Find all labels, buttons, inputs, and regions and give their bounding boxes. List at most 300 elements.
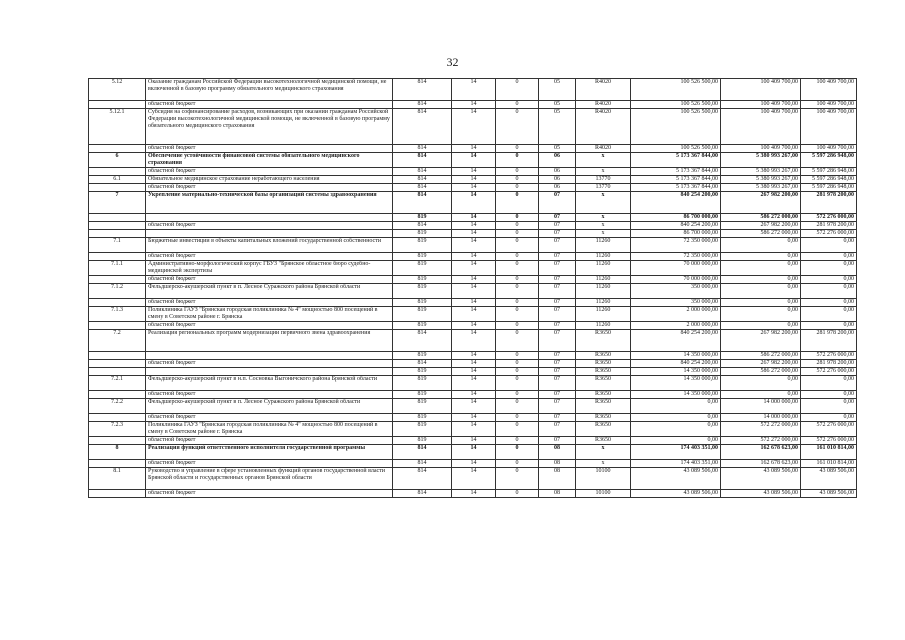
code-event: 06 [539, 153, 576, 168]
table-row [89, 490, 857, 498]
table-row [89, 391, 857, 399]
row-number: 7.1.1 [89, 261, 146, 276]
item-name: Субсидия на софинансирование расходов, возникающих при оказании гражданам Российской Федерации высокотехнологичной медицинской помощи, не включенной в базовую программу обязательного медицинского страхования [146, 109, 393, 145]
item-name: Руководство и управление в сфере установленных функций органов государственной власти Брянской области и государственных органов Брянской области [146, 468, 393, 490]
code-program: 14 [452, 222, 496, 230]
table-row [89, 253, 857, 261]
amount-year-2: 162 678 623,00 [721, 445, 801, 460]
code-ministry: 819 [393, 414, 452, 422]
amount-year-1: 2 000 000,00 [631, 322, 721, 330]
code-event: 07 [539, 307, 576, 322]
code-subprogram: 0 [496, 422, 539, 437]
amount-year-1: 100 526 500,00 [631, 109, 721, 145]
code-program: 14 [452, 299, 496, 307]
amount-year-2: 162 678 623,00 [721, 460, 801, 468]
code-program: 14 [452, 322, 496, 330]
amount-year-1: 174 403 351,00 [631, 460, 721, 468]
code-program: 14 [452, 145, 496, 153]
code-ministry: 819 [393, 261, 452, 276]
amount-year-1: 5 173 367 844,00 [631, 176, 721, 184]
code-ministry: 819 [393, 307, 452, 322]
code-event: 07 [539, 322, 576, 330]
code-ministry: 819 [393, 376, 452, 391]
code-direction: 11260 [576, 253, 631, 261]
code-event: 05 [539, 79, 576, 101]
code-program: 14 [452, 79, 496, 101]
row-number: 6.1 [89, 176, 146, 184]
code-subprogram: 0 [496, 192, 539, 214]
table-row [89, 330, 857, 352]
amount-year-3: 0,00 [801, 376, 857, 391]
code-event: 08 [539, 445, 576, 460]
amount-year-2: 267 982 200,00 [721, 222, 801, 230]
amount-year-1: 840 254 200,00 [631, 330, 721, 352]
code-event: 08 [539, 460, 576, 468]
amount-year-1: 100 526 500,00 [631, 101, 721, 109]
amount-year-2: 572 272 000,00 [721, 437, 801, 445]
amount-year-3: 572 276 000,00 [801, 352, 857, 360]
code-program: 14 [452, 168, 496, 176]
amount-year-3: 43 089 506,00 [801, 490, 857, 498]
item-name: Укрепление материально-технической базы организаций системы здравоохранения [146, 192, 393, 214]
code-event: 07 [539, 399, 576, 414]
code-program: 14 [452, 422, 496, 437]
table-row [89, 184, 857, 192]
code-event: 05 [539, 145, 576, 153]
code-program: 14 [452, 391, 496, 399]
page-number: 32 [446, 55, 459, 69]
code-program: 14 [452, 307, 496, 322]
code-event: 07 [539, 230, 576, 238]
table-row [89, 360, 857, 368]
code-program: 14 [452, 490, 496, 498]
code-subprogram: 0 [496, 352, 539, 360]
amount-year-3: 281 978 200,00 [801, 330, 857, 352]
code-program: 14 [452, 192, 496, 214]
code-direction: x [576, 222, 631, 230]
amount-year-3: 5 597 286 948,00 [801, 176, 857, 184]
table-row [89, 352, 857, 360]
amount-year-1: 840 254 200,00 [631, 222, 721, 230]
row-number [89, 276, 146, 284]
code-program: 14 [452, 368, 496, 376]
item-name: Реализация региональных программ модернизации первичного звена здравоохранения [146, 330, 393, 352]
code-ministry: 814 [393, 168, 452, 176]
table-row [89, 307, 857, 322]
code-event: 06 [539, 168, 576, 176]
row-number [89, 299, 146, 307]
code-event: 07 [539, 261, 576, 276]
row-number [89, 368, 146, 376]
table-row [89, 445, 857, 460]
row-number: 5.12 [89, 79, 146, 101]
item-name: областной бюджет [146, 437, 393, 445]
amount-year-3: 572 276 000,00 [801, 422, 857, 437]
code-direction: R4020 [576, 101, 631, 109]
code-program: 14 [452, 376, 496, 391]
amount-year-3: 0,00 [801, 299, 857, 307]
code-subprogram: 0 [496, 109, 539, 145]
amount-year-2: 0,00 [721, 299, 801, 307]
code-program: 14 [452, 330, 496, 352]
code-subprogram: 0 [496, 284, 539, 299]
amount-year-1: 0,00 [631, 422, 721, 437]
code-ministry: 819 [393, 276, 452, 284]
item-name [146, 214, 393, 222]
amount-year-3: 100 409 700,00 [801, 79, 857, 101]
amount-year-3: 572 276 000,00 [801, 437, 857, 445]
code-ministry: 819 [393, 214, 452, 222]
amount-year-1: 14 350 000,00 [631, 368, 721, 376]
item-name: Бюджетные инвестиции в объекты капитальных вложений государственной собственности [146, 238, 393, 253]
table-row [89, 261, 857, 276]
code-event: 07 [539, 360, 576, 368]
code-program: 14 [452, 460, 496, 468]
code-subprogram: 0 [496, 145, 539, 153]
row-number [89, 460, 146, 468]
code-event: 07 [539, 284, 576, 299]
code-direction: x [576, 192, 631, 214]
code-subprogram: 0 [496, 360, 539, 368]
item-name: Обязательное медицинское страхование неработающего населения [146, 176, 393, 184]
code-direction: 11260 [576, 299, 631, 307]
code-direction: R3650 [576, 376, 631, 391]
amount-year-2: 586 272 000,00 [721, 352, 801, 360]
item-name [146, 368, 393, 376]
item-name: Фельдшерско-акушерский пункт в п. Лесное Суражского района Брянской области [146, 284, 393, 299]
code-ministry: 819 [393, 230, 452, 238]
amount-year-1: 14 350 000,00 [631, 391, 721, 399]
code-ministry: 814 [393, 101, 452, 109]
row-number [89, 437, 146, 445]
code-ministry: 819 [393, 391, 452, 399]
code-event: 07 [539, 253, 576, 261]
amount-year-3: 0,00 [801, 391, 857, 399]
amount-year-1: 100 526 500,00 [631, 79, 721, 101]
row-number [89, 360, 146, 368]
code-ministry: 819 [393, 368, 452, 376]
amount-year-1: 2 000 000,00 [631, 307, 721, 322]
code-ministry: 814 [393, 330, 452, 352]
item-name: областной бюджет [146, 222, 393, 230]
amount-year-3: 0,00 [801, 253, 857, 261]
amount-year-1: 86 700 000,00 [631, 214, 721, 222]
code-event: 06 [539, 184, 576, 192]
item-name: Оказание гражданам Российской Федерации высокотехнологичной медицинской помощи, не включенной в базовую программу обязательного медицинского страхования [146, 79, 393, 101]
amount-year-3: 0,00 [801, 261, 857, 276]
table-row [89, 284, 857, 299]
row-number [89, 253, 146, 261]
amount-year-3: 0,00 [801, 322, 857, 330]
code-subprogram: 0 [496, 330, 539, 352]
code-direction: R4020 [576, 145, 631, 153]
table-row [89, 468, 857, 490]
row-number: 7.1.3 [89, 307, 146, 322]
code-event: 07 [539, 414, 576, 422]
row-number [89, 490, 146, 498]
code-subprogram: 0 [496, 307, 539, 322]
code-event: 08 [539, 490, 576, 498]
table-row [89, 437, 857, 445]
code-subprogram: 0 [496, 214, 539, 222]
code-event: 06 [539, 176, 576, 184]
code-ministry: 814 [393, 192, 452, 214]
code-ministry: 814 [393, 184, 452, 192]
amount-year-2: 0,00 [721, 261, 801, 276]
code-direction: 11260 [576, 238, 631, 253]
item-name: областной бюджет [146, 276, 393, 284]
item-name: областной бюджет [146, 168, 393, 176]
item-name: Фельдшерско-акушерский пункт в н.п. Сосновка Выгоничского района Брянской области [146, 376, 393, 391]
code-direction: 11260 [576, 284, 631, 299]
code-subprogram: 0 [496, 222, 539, 230]
amount-year-3: 100 409 700,00 [801, 101, 857, 109]
item-name: областной бюджет [146, 322, 393, 330]
row-number: 7.1.2 [89, 284, 146, 299]
code-event: 07 [539, 368, 576, 376]
code-program: 14 [452, 468, 496, 490]
amount-year-2: 0,00 [721, 391, 801, 399]
code-subprogram: 0 [496, 460, 539, 468]
amount-year-1: 0,00 [631, 437, 721, 445]
amount-year-3: 281 978 200,00 [801, 192, 857, 214]
amount-year-2: 5 380 993 267,00 [721, 153, 801, 168]
item-name: областной бюджет [146, 299, 393, 307]
amount-year-2: 0,00 [721, 253, 801, 261]
code-ministry: 814 [393, 460, 452, 468]
item-name [146, 230, 393, 238]
amount-year-2: 586 272 000,00 [721, 230, 801, 238]
code-ministry: 814 [393, 79, 452, 101]
amount-year-2: 5 380 993 267,00 [721, 176, 801, 184]
code-ministry: 814 [393, 153, 452, 168]
amount-year-2: 100 409 700,00 [721, 109, 801, 145]
item-name: областной бюджет [146, 101, 393, 109]
amount-year-1: 86 700 000,00 [631, 230, 721, 238]
table-row [89, 322, 857, 330]
row-number [89, 222, 146, 230]
code-direction: 10100 [576, 490, 631, 498]
code-event: 07 [539, 214, 576, 222]
code-program: 14 [452, 253, 496, 261]
code-event: 05 [539, 109, 576, 145]
code-event: 07 [539, 299, 576, 307]
table-row [89, 460, 857, 468]
table-row [89, 214, 857, 222]
amount-year-2: 0,00 [721, 284, 801, 299]
amount-year-1: 5 173 367 844,00 [631, 153, 721, 168]
code-ministry: 814 [393, 468, 452, 490]
code-ministry: 819 [393, 238, 452, 253]
item-name: Административно-морфологический корпус ГБУЗ "Брянское областное бюро судебно-медицинской экспертизы [146, 261, 393, 276]
code-program: 14 [452, 399, 496, 414]
row-number [89, 352, 146, 360]
amount-year-1: 72 350 000,00 [631, 238, 721, 253]
code-event: 07 [539, 437, 576, 445]
amount-year-3: 572 276 000,00 [801, 214, 857, 222]
code-subprogram: 0 [496, 184, 539, 192]
code-program: 14 [452, 276, 496, 284]
amount-year-1: 840 254 200,00 [631, 192, 721, 214]
code-direction: R3650 [576, 437, 631, 445]
code-event: 07 [539, 192, 576, 214]
code-program: 14 [452, 176, 496, 184]
code-direction: 11260 [576, 261, 631, 276]
code-direction: R3650 [576, 360, 631, 368]
amount-year-1: 14 350 000,00 [631, 376, 721, 391]
item-name: областной бюджет [146, 490, 393, 498]
code-event: 07 [539, 276, 576, 284]
code-subprogram: 0 [496, 168, 539, 176]
code-direction: x [576, 153, 631, 168]
amount-year-2: 267 982 200,00 [721, 330, 801, 352]
item-name: областной бюджет [146, 414, 393, 422]
table-row [89, 414, 857, 422]
code-direction: R3650 [576, 368, 631, 376]
table-row [89, 79, 857, 101]
table-row [89, 101, 857, 109]
amount-year-2: 0,00 [721, 238, 801, 253]
code-program: 14 [452, 284, 496, 299]
amount-year-1: 72 350 000,00 [631, 253, 721, 261]
amount-year-1: 100 526 500,00 [631, 145, 721, 153]
row-number: 7.2 [89, 330, 146, 352]
code-subprogram: 0 [496, 253, 539, 261]
code-direction: R3650 [576, 330, 631, 352]
amount-year-2: 267 982 200,00 [721, 360, 801, 368]
code-direction: 11260 [576, 322, 631, 330]
item-name: областной бюджет [146, 184, 393, 192]
code-direction: R3650 [576, 399, 631, 414]
amount-year-1: 350 000,00 [631, 284, 721, 299]
code-subprogram: 0 [496, 490, 539, 498]
code-ministry: 819 [393, 352, 452, 360]
amount-year-1: 43 089 506,00 [631, 468, 721, 490]
amount-year-2: 43 089 506,00 [721, 468, 801, 490]
table-row [89, 230, 857, 238]
table-row [89, 109, 857, 145]
code-direction: R3650 [576, 422, 631, 437]
code-program: 14 [452, 445, 496, 460]
amount-year-3: 281 978 200,00 [801, 222, 857, 230]
row-number: 7.1 [89, 238, 146, 253]
amount-year-1: 14 350 000,00 [631, 352, 721, 360]
table-row [89, 376, 857, 391]
amount-year-1: 840 254 200,00 [631, 360, 721, 368]
item-name: областной бюджет [146, 391, 393, 399]
row-number: 7.2.1 [89, 376, 146, 391]
row-number: 7 [89, 192, 146, 214]
code-direction: x [576, 445, 631, 460]
amount-year-3: 572 276 000,00 [801, 230, 857, 238]
amount-year-1: 0,00 [631, 414, 721, 422]
amount-year-1: 350 000,00 [631, 299, 721, 307]
amount-year-3: 5 597 286 948,00 [801, 153, 857, 168]
code-ministry: 819 [393, 284, 452, 299]
row-number [89, 101, 146, 109]
code-event: 07 [539, 391, 576, 399]
code-program: 14 [452, 109, 496, 145]
code-subprogram: 0 [496, 238, 539, 253]
code-ministry: 814 [393, 360, 452, 368]
code-program: 14 [452, 437, 496, 445]
code-direction: x [576, 460, 631, 468]
code-direction: x [576, 230, 631, 238]
row-number [89, 391, 146, 399]
table-row [89, 399, 857, 414]
amount-year-2: 5 380 993 267,00 [721, 184, 801, 192]
code-program: 14 [452, 184, 496, 192]
code-direction: 10100 [576, 468, 631, 490]
code-ministry: 814 [393, 222, 452, 230]
code-ministry: 819 [393, 422, 452, 437]
row-number [89, 145, 146, 153]
table-row [89, 176, 857, 184]
row-number [89, 214, 146, 222]
row-number [89, 230, 146, 238]
code-subprogram: 0 [496, 79, 539, 101]
amount-year-2: 100 409 700,00 [721, 145, 801, 153]
amount-year-2: 0,00 [721, 307, 801, 322]
code-subprogram: 0 [496, 299, 539, 307]
code-event: 07 [539, 352, 576, 360]
code-subprogram: 0 [496, 176, 539, 184]
amount-year-2: 0,00 [721, 322, 801, 330]
code-direction: x [576, 168, 631, 176]
code-program: 14 [452, 153, 496, 168]
code-ministry: 819 [393, 299, 452, 307]
code-direction: 11260 [576, 307, 631, 322]
item-name: областной бюджет [146, 253, 393, 261]
budget-table [88, 78, 857, 498]
code-subprogram: 0 [496, 437, 539, 445]
code-ministry: 819 [393, 322, 452, 330]
code-subprogram: 0 [496, 322, 539, 330]
amount-year-2: 267 982 200,00 [721, 192, 801, 214]
amount-year-3: 5 597 286 948,00 [801, 168, 857, 176]
row-number [89, 322, 146, 330]
row-number: 5.12.1 [89, 109, 146, 145]
amount-year-2: 5 380 993 267,00 [721, 168, 801, 176]
code-program: 14 [452, 214, 496, 222]
amount-year-1: 174 403 351,00 [631, 445, 721, 460]
code-event: 08 [539, 468, 576, 490]
amount-year-3: 0,00 [801, 399, 857, 414]
item-name: Поликлиника ГАУЗ "Брянская городская поликлиника № 4" мощностью 800 посещений в смену в Советском районе г. Брянска [146, 307, 393, 322]
item-name: областной бюджет [146, 360, 393, 368]
code-subprogram: 0 [496, 261, 539, 276]
code-subprogram: 0 [496, 153, 539, 168]
code-direction: R3650 [576, 352, 631, 360]
row-number: 8 [89, 445, 146, 460]
amount-year-3: 0,00 [801, 276, 857, 284]
amount-year-3: 100 409 700,00 [801, 109, 857, 145]
code-program: 14 [452, 414, 496, 422]
table-row [89, 299, 857, 307]
item-name: Реализация функций ответственного исполнителя государственной программы [146, 445, 393, 460]
code-direction: R3650 [576, 414, 631, 422]
amount-year-3: 100 409 700,00 [801, 145, 857, 153]
amount-year-3: 5 597 286 948,00 [801, 184, 857, 192]
code-program: 14 [452, 261, 496, 276]
amount-year-2: 0,00 [721, 276, 801, 284]
code-ministry: 814 [393, 109, 452, 145]
code-subprogram: 0 [496, 376, 539, 391]
code-event: 05 [539, 101, 576, 109]
amount-year-3: 0,00 [801, 414, 857, 422]
row-number: 6 [89, 153, 146, 168]
code-direction: R4020 [576, 79, 631, 101]
